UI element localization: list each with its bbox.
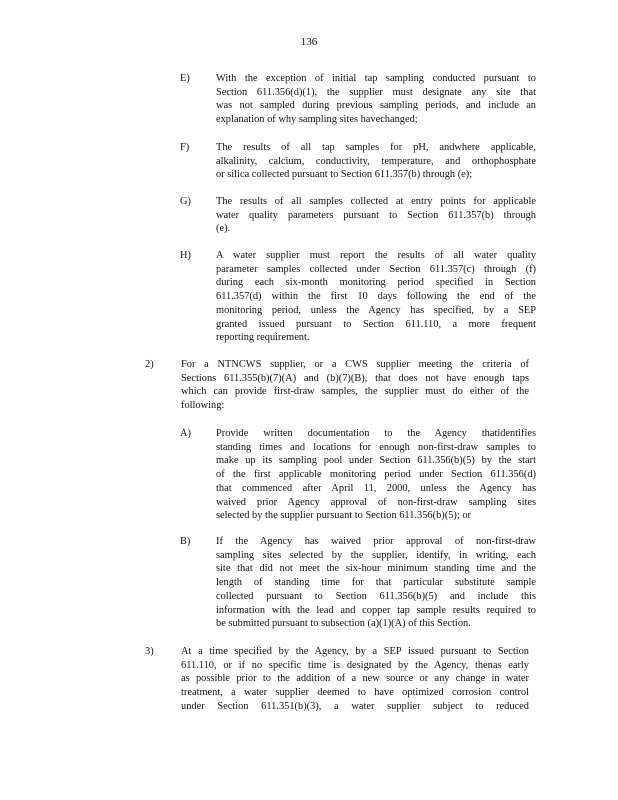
text-line: water quality parameters pursuant to Section 611.357(b) through xyxy=(216,209,536,221)
item-label: E) xyxy=(180,73,190,84)
item-text xyxy=(181,358,529,413)
text-line: standing times and locations for enough non-first-draw samples to xyxy=(216,441,536,453)
text-line: or silica collected pursuant to Section 611.357(b) through (e); xyxy=(216,169,473,181)
item-text xyxy=(216,195,536,236)
text-line: length of standing time for that particular substitute sample xyxy=(216,577,536,589)
text-line: selected by the supplier pursuant to Section 611.356(b)(5); or xyxy=(216,510,471,522)
text-line: treatment, a water supplier deemed to have optimized corrosion control xyxy=(181,687,529,699)
paragraph-a xyxy=(180,427,536,523)
text-line: that commenced after April 11, 2000, unless the Agency has xyxy=(216,482,536,494)
text-line: 611.110, or if no specific time is designated by the Agency, thenas early xyxy=(181,659,529,671)
text-line: Provide written documentation to the Agency thatidentifies xyxy=(216,428,536,439)
text-line: explanation of why sampling sites havechanged; xyxy=(216,114,418,126)
paragraph-2 xyxy=(145,358,529,413)
text-line: A water supplier must report the results of all water quality xyxy=(216,250,536,261)
text-line: collected pursuant to Section 611.356(b)(5) and include this xyxy=(216,590,536,602)
paragraph-b xyxy=(180,535,536,631)
text-line: was not sampled during previous sampling periods, and include an xyxy=(216,100,536,112)
text-line: following: xyxy=(181,400,225,412)
item-label: 2) xyxy=(145,359,154,370)
item-text xyxy=(216,72,536,127)
paragraph-e xyxy=(180,72,536,127)
item-label: B) xyxy=(180,536,191,547)
item-text xyxy=(216,141,536,182)
page-number: 136 xyxy=(300,36,318,48)
paragraph-f xyxy=(180,141,536,182)
text-line: parameter samples collected under Section 611.357(c) through (f) xyxy=(216,263,536,275)
text-line: site that did not meet the six-hour minimum standing time and the xyxy=(216,563,536,575)
text-line: make up its sampling pool under Section 611.356(b)(5) by the start xyxy=(216,455,536,467)
text-line: which can provide first-draw samples, the supplier must do either of the xyxy=(181,386,529,398)
item-label: H) xyxy=(180,250,191,261)
text-line: 611.357(d) within the first 10 days following the end of the xyxy=(216,291,536,303)
text-line: of the first applicable monitoring period under Section 611.356(d) xyxy=(216,469,536,481)
item-label: G) xyxy=(180,196,191,207)
text-line: The results of all tap samples for pH, andwhere applicable, xyxy=(216,142,536,153)
text-line: At a time specified by the Agency, by a SEP issued pursuant to Section xyxy=(181,646,529,657)
item-text xyxy=(181,645,529,714)
item-label: 3) xyxy=(145,646,154,657)
text-line: be submitted pursuant to subsection (a)(1)(A) of this Section. xyxy=(216,618,471,630)
text-line: as possible prior to the addition of a new source or any change in water xyxy=(181,673,529,685)
text-line: waived prior Agency approval of non-first-draw sampling sites xyxy=(216,496,536,508)
paragraph-g xyxy=(180,195,536,236)
text-line: For a NTNCWS supplier, or a CWS supplier meeting the criteria of xyxy=(181,359,529,370)
text-line: The results of all samples collected at entry points for applicable xyxy=(216,196,536,207)
text-line: Section 611.356(d)(1), the supplier must designate any site that xyxy=(216,86,536,98)
text-line: With the exception of initial tap sampling conducted pursuant to xyxy=(216,73,536,84)
text-line: monitoring period, unless the Agency has specified, by a SEP xyxy=(216,304,536,316)
text-line: If the Agency has waived prior approval of non-first-draw xyxy=(216,536,536,547)
text-line: (e). xyxy=(216,223,231,235)
paragraph-3 xyxy=(145,645,529,714)
text-line: during each six-month monitoring period specified in Section xyxy=(216,277,536,289)
text-line: Sections 611.355(b)(7)(A) and (b)(7)(B), that does not have enough taps xyxy=(181,372,529,384)
text-line: alkalinity, calcium, conductivity, temperature, and orthophosphate xyxy=(216,155,536,167)
item-label: A) xyxy=(180,428,191,439)
text-line: reporting requirement. xyxy=(216,332,310,344)
item-label: F) xyxy=(180,142,190,153)
item-text xyxy=(216,427,536,523)
item-text xyxy=(216,535,536,631)
text-line: granted issued pursuant to Section 611.110, a more frequent xyxy=(216,318,536,330)
item-text xyxy=(216,249,536,345)
text-line: sampling sites selected by the supplier, identify, in writing, each xyxy=(216,549,536,561)
paragraph-h xyxy=(180,249,536,345)
text-line: under Section 611.351(b)(3), a water supplier subject to reduced xyxy=(181,700,529,712)
text-line: information with the lead and copper tap sample results required to xyxy=(216,604,536,616)
